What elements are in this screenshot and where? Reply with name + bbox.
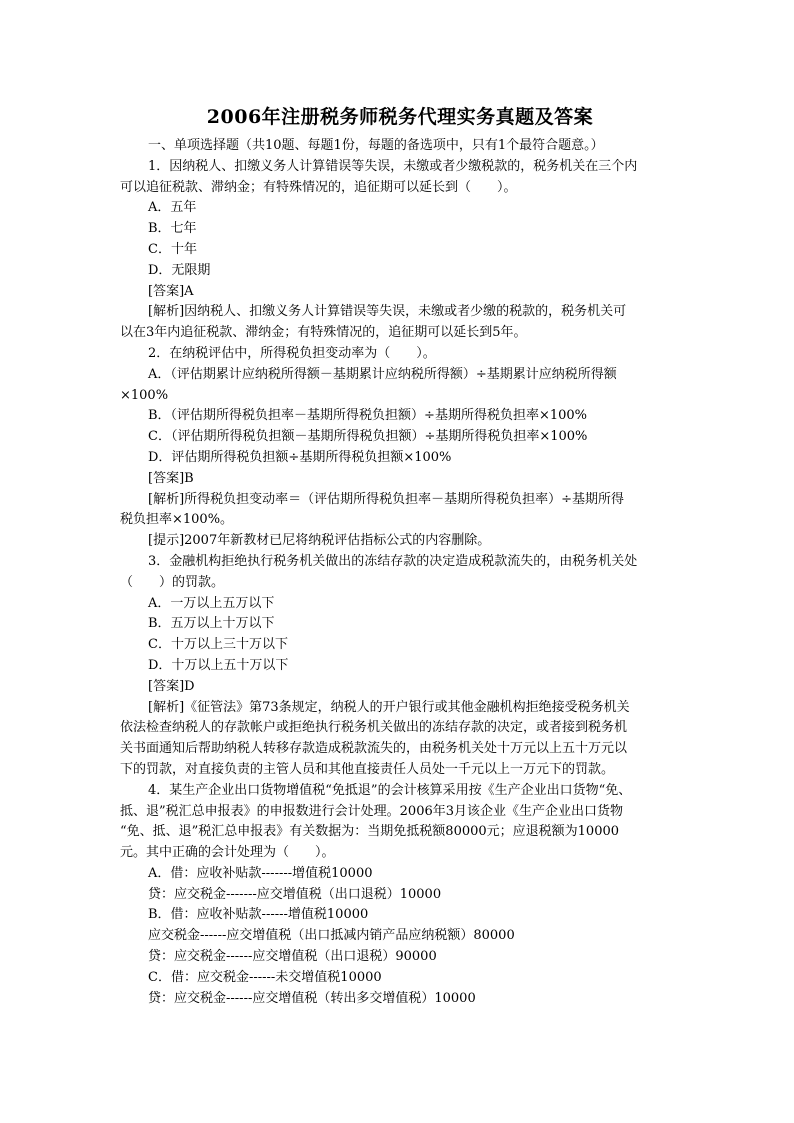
text-line: D．无限期 bbox=[148, 262, 211, 278]
text-line: 一、单项选择题（共10题、每题1份，每题的备选项中，只有1个最符合题意。） bbox=[148, 138, 604, 153]
text-line: [答案]A bbox=[148, 283, 194, 299]
text-line: [解析]《征管法》第73条规定，纳税人的开户银行或其他金融机构拒绝接受税务机关 bbox=[148, 699, 630, 715]
text-line: C．十万以上三十万以下 bbox=[148, 637, 288, 653]
text-line: [解析]因纳税人、扣缴义务人计算错误等失误，未缴或者少缴的税款的，税务机关可 bbox=[148, 304, 627, 320]
text-line: 可以追征税款、滞纳金；有特殊情况的，追征期可以延长到（ ）。 bbox=[120, 179, 517, 195]
text-line: C．（评估期所得税负担额－基期所得税负担额）÷基期所得税负担率×100% bbox=[148, 429, 588, 445]
text-line: D．十万以上五十万以下 bbox=[148, 657, 289, 673]
text-line: B．七年 bbox=[148, 221, 197, 237]
text-line: 下的罚款，对直接负责的主管人员和其他直接责任人员处一千元以上一万元下的罚款。 bbox=[120, 761, 615, 777]
text-line: 贷：应交税金-------应交增值税（出口退税）10000 bbox=[148, 886, 442, 902]
text-line: 4．某生产企业出口货物增值税“免抵退”的会计核算采用按《生产企业出口货物“免、 bbox=[148, 782, 632, 798]
text-line: A．借：应收补贴款-------增值税10000 bbox=[148, 865, 373, 881]
text-line: A．一万以上五万以下 bbox=[148, 595, 275, 611]
text-line: B．借：应收补贴款------增值税10000 bbox=[148, 907, 369, 923]
document-title: 2006年注册税务师税务代理实务真题及答案 bbox=[206, 106, 594, 128]
text-line: 贷：应交税金------应交增值税（转出多交增值税）10000 bbox=[148, 990, 476, 1006]
text-line: 1．因纳税人、扣缴义务人计算错误等失误，未缴或者少缴税款的，税务机关在三个内 bbox=[148, 158, 638, 174]
text-line: [答案]B bbox=[148, 470, 194, 486]
text-line: “免、抵、退”税汇总申报表》有关数据为：当期免抵税额80000元；应退税额为10000 bbox=[120, 824, 620, 840]
text-line: [答案]D bbox=[148, 678, 195, 694]
text-line: 贷：应交税金------应交增值税（出口退税）90000 bbox=[148, 949, 437, 965]
text-line: D．评估期所得税负担额÷基期所得税负担额×100% bbox=[148, 449, 452, 465]
text-line: [解析]所得税负担变动率＝（评估期所得税负担率－基期所得税负担率）÷基期所得 bbox=[148, 491, 625, 507]
text-line: 关书面通知后帮助纳税人转移存款造成税款流失的，由税务机关处十万元以上五十万元以 bbox=[120, 741, 628, 757]
text-line: （ ）的罚款。 bbox=[120, 574, 225, 590]
text-line: 2．在纳税评估中，所得税负担变动率为（ ）。 bbox=[148, 345, 436, 361]
text-line: 依法检查纳税人的存款帐户或拒绝执行税务机关做出的冻结存款的决定，或者接到税务机 bbox=[120, 720, 628, 736]
text-line: 税负担率×100%。 bbox=[120, 512, 234, 528]
text-line: [提示]2007年新教材已尼将纳税评估指标公式的内容删除。 bbox=[148, 533, 491, 549]
text-line: A．五年 bbox=[148, 200, 197, 216]
text-line: 3．金融机构拒绝执行税务机关做出的冻结存款的决定造成税款流失的，由税务机关处 bbox=[148, 553, 638, 569]
text-line: 元。其中正确的会计处理为（ ）。 bbox=[120, 845, 335, 861]
text-line: 以在3年内追征税款、滞纳金；有特殊情况的，追征期可以延长到5年。 bbox=[120, 325, 527, 341]
text-line: C．十年 bbox=[148, 241, 197, 257]
text-line: ×100% bbox=[120, 387, 169, 403]
document-body bbox=[120, 136, 680, 1009]
text-line: 应交税金------应交增值税（出口抵减内销产品应纳税额）80000 bbox=[148, 928, 515, 944]
text-line: C．借：应交税金------未交增值税10000 bbox=[148, 969, 382, 985]
text-line: B．（评估期所得税负担率－基期所得税负担额）÷基期所得税负担率×100% bbox=[148, 408, 588, 424]
text-line: B．五万以上十万以下 bbox=[148, 616, 275, 632]
text-line: A．（评估期累计应纳税所得额－基期累计应纳税所得额）÷基期累计应纳税所得额 bbox=[148, 366, 617, 382]
document-page bbox=[120, 104, 680, 1009]
text-line: 抵、退”税汇总申报表》的申报数进行会计处理。2006年3月该企业《生产企业出口货物 bbox=[120, 803, 624, 819]
